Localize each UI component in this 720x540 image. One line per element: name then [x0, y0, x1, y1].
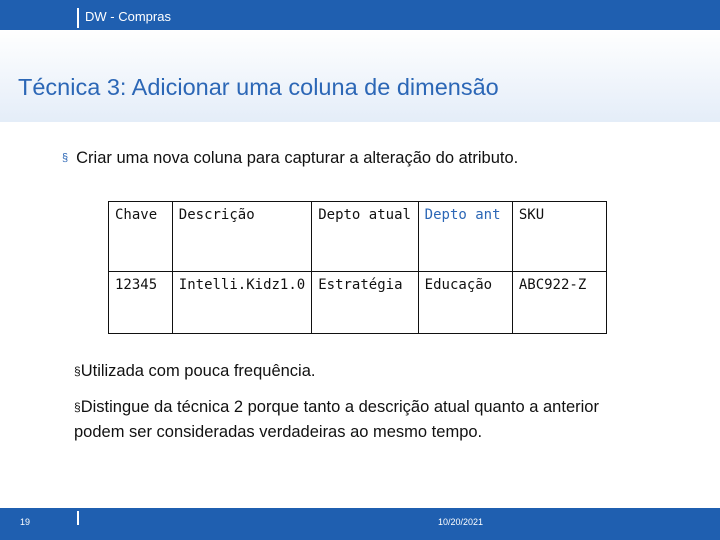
- bullet-marker-icon: §: [62, 152, 69, 164]
- table-header-row: [109, 202, 607, 272]
- note-distinction: [74, 395, 644, 444]
- header-cell-descricao: Descrição: [172, 202, 311, 272]
- header-cell-depto-atual: Depto atual: [312, 202, 418, 272]
- main-bullet-text: Criar uma nova coluna para capturar a alteração do atributo.: [76, 149, 519, 167]
- header-divider: [77, 8, 79, 28]
- bullet-marker-icon: §: [74, 364, 81, 378]
- presentation-label: DW - Compras: [85, 9, 171, 24]
- header-cell-depto-ant: Depto ant: [418, 202, 512, 272]
- note-distinction-text: Distingue da técnica 2 porque tanto a descrição atual quanto a anterior podem ser consideradas verdadeiras ao mesmo tempo.: [74, 398, 599, 441]
- note-usage: [74, 359, 315, 384]
- header-cell-sku: SKU: [512, 202, 606, 272]
- footer-bar: [0, 508, 720, 540]
- bullet-marker-icon: §: [74, 400, 81, 414]
- slide-title: Técnica 3: Adicionar uma coluna de dimensão: [18, 74, 499, 100]
- dimension-table: [108, 201, 607, 334]
- note-usage-text: Utilizada com pouca frequência.: [80, 362, 316, 380]
- cell-chave: 12345: [109, 272, 173, 334]
- cell-descricao: Intelli.Kidz1.0: [172, 272, 311, 334]
- footer-date: 10/20/2021: [438, 517, 484, 527]
- table-row: [109, 272, 607, 334]
- cell-sku: ABC922-Z: [512, 272, 606, 334]
- cell-depto-atual: Estratégia: [312, 272, 418, 334]
- cell-depto-ant: Educação: [418, 272, 512, 334]
- page-number: 19: [20, 517, 31, 527]
- header-cell-chave: Chave: [109, 202, 173, 272]
- main-bullet: [62, 149, 518, 168]
- top-bar: [0, 0, 720, 30]
- footer-divider: [77, 511, 79, 525]
